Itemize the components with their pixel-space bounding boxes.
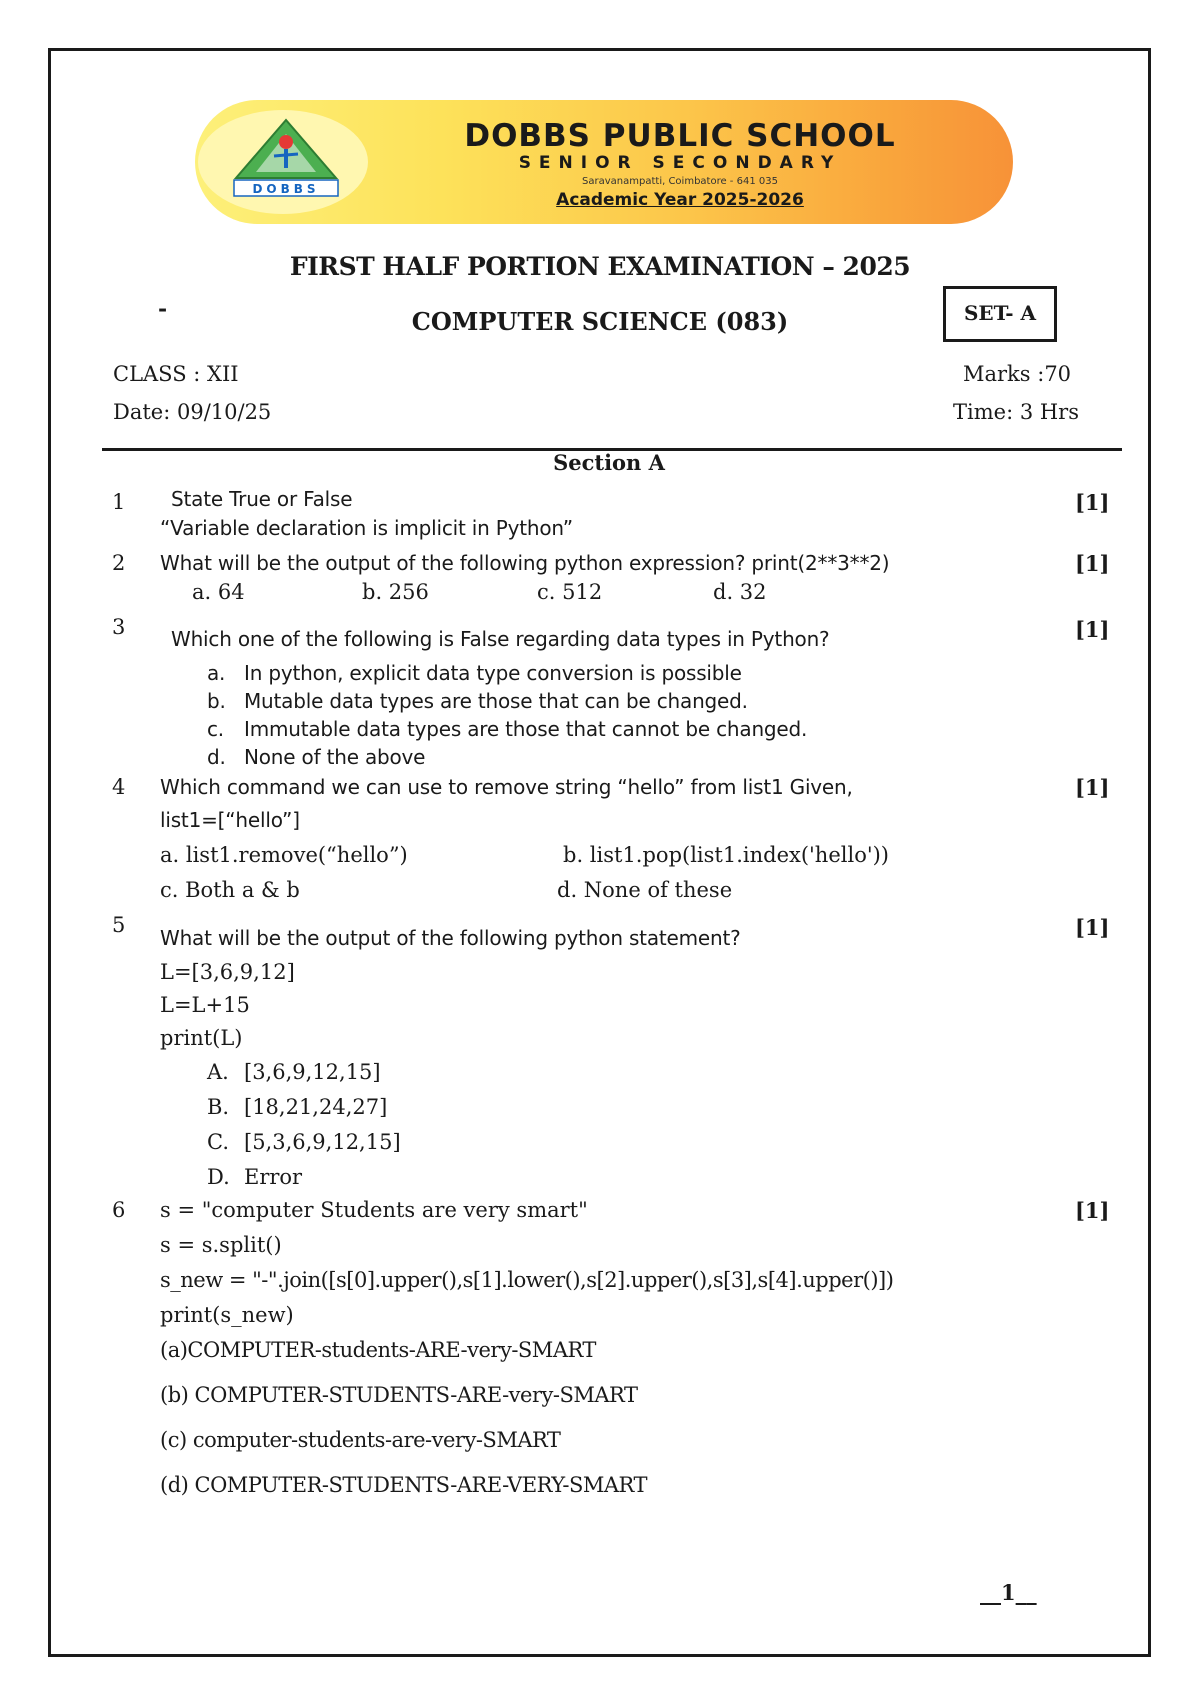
option-letter: b. — [207, 689, 226, 713]
option-letter: A. — [207, 1060, 229, 1084]
option-c: (c) computer-students-are-very-SMART — [160, 1428, 561, 1452]
code-line: s_new = "-".join([s[0].upper(),s[1].lower(),s[2].upper(),s[3],s[4].upper()]) — [160, 1268, 894, 1292]
time-label: Time: 3 Hrs — [953, 400, 1079, 424]
exam-title: FIRST HALF PORTION EXAMINATION – 2025 — [289, 252, 911, 281]
option-c: c. Both a & b — [160, 878, 300, 902]
option-text: Error — [244, 1165, 303, 1189]
code-line: print(L) — [160, 1026, 243, 1050]
question-marks: [1] — [1075, 617, 1110, 642]
question-text: “Variable declaration is implicit in Python” — [160, 516, 573, 540]
class-label: CLASS : XII — [113, 362, 239, 386]
set-label: SET- A — [943, 286, 1057, 342]
option-d: d. 32 — [713, 580, 767, 604]
code-line: L=[3,6,9,12] — [160, 960, 295, 984]
school-name: DOBBS PUBLIC SCHOOL — [464, 118, 896, 154]
date-label: Date: 09/10/25 — [113, 400, 272, 424]
option-text: Mutable data types are those that can be changed. — [244, 689, 748, 713]
question-marks: [1] — [1075, 915, 1110, 940]
option-text: None of the above — [244, 745, 426, 769]
svg-text:DOBBS: DOBBS — [252, 182, 320, 196]
question-number: 4 — [112, 775, 126, 799]
marks-label: Marks :70 — [963, 362, 1072, 386]
option-text: Immutable data types are those that cannot be changed. — [244, 717, 808, 741]
option-letter: D. — [207, 1165, 230, 1189]
question-marks: [1] — [1075, 1198, 1110, 1223]
option-text: [5,3,6,9,12,15] — [244, 1130, 401, 1154]
section-title: Section A — [553, 450, 665, 475]
question-text: Which command we can use to remove string “hello” from list1 Given, — [160, 775, 853, 799]
option-b: b. 256 — [362, 580, 429, 604]
option-letter: c. — [207, 717, 224, 741]
option-a: a. list1.remove(“hello”) — [160, 843, 408, 867]
option-text: [3,6,9,12,15] — [244, 1060, 381, 1084]
option-b: b. list1.pop(list1.index('hello')) — [563, 843, 889, 867]
school-logo-icon — [222, 112, 350, 204]
question-text: What will be the output of the following python expression? print(2**3**2) — [160, 551, 890, 575]
question-text: list1=[“hello”] — [160, 808, 300, 832]
option-text: [18,21,24,27] — [244, 1095, 388, 1119]
academic-year: Academic Year 2025-2026 — [556, 190, 804, 210]
code-line: L=L+15 — [160, 993, 250, 1017]
option-d: (d) COMPUTER-STUDENTS-ARE-VERY-SMART — [160, 1473, 647, 1497]
dash-mark: - — [158, 296, 168, 322]
code-line: s = "computer Students are very smart" — [160, 1198, 588, 1222]
school-address: Saravanampatti, Coimbatore - 641 035 — [582, 176, 778, 187]
subject-title: COMPUTER SCIENCE (083) — [411, 307, 789, 336]
option-c: c. 512 — [537, 580, 603, 604]
question-number: 5 — [112, 913, 126, 937]
code-line: print(s_new) — [160, 1303, 294, 1327]
question-number: 3 — [112, 615, 126, 639]
question-marks: [1] — [1075, 490, 1110, 515]
question-marks: [1] — [1075, 775, 1110, 800]
option-d: d. None of these — [557, 878, 733, 902]
option-letter: C. — [207, 1130, 229, 1154]
code-line: s = s.split() — [160, 1233, 282, 1257]
question-number: 1 — [112, 490, 126, 514]
option-letter: a. — [207, 661, 226, 685]
option-letter: B. — [207, 1095, 230, 1119]
question-text: State True or False — [171, 487, 353, 511]
option-a: a. 64 — [192, 580, 245, 604]
school-subtitle: SENIOR SECONDARY — [518, 153, 842, 173]
page-number: __1__ — [980, 1580, 1037, 1605]
question-number: 6 — [112, 1198, 126, 1222]
option-b: (b) COMPUTER-STUDENTS-ARE-very-SMART — [160, 1383, 638, 1407]
question-marks: [1] — [1075, 551, 1110, 576]
question-number: 2 — [112, 551, 126, 575]
question-text: What will be the output of the following python statement? — [160, 926, 741, 950]
option-letter: d. — [207, 745, 226, 769]
option-a: (a)COMPUTER-students-ARE-very-SMART — [160, 1338, 596, 1362]
question-text: Which one of the following is False regarding data types in Python? — [171, 627, 830, 651]
option-text: In python, explicit data type conversion is possible — [244, 661, 742, 685]
